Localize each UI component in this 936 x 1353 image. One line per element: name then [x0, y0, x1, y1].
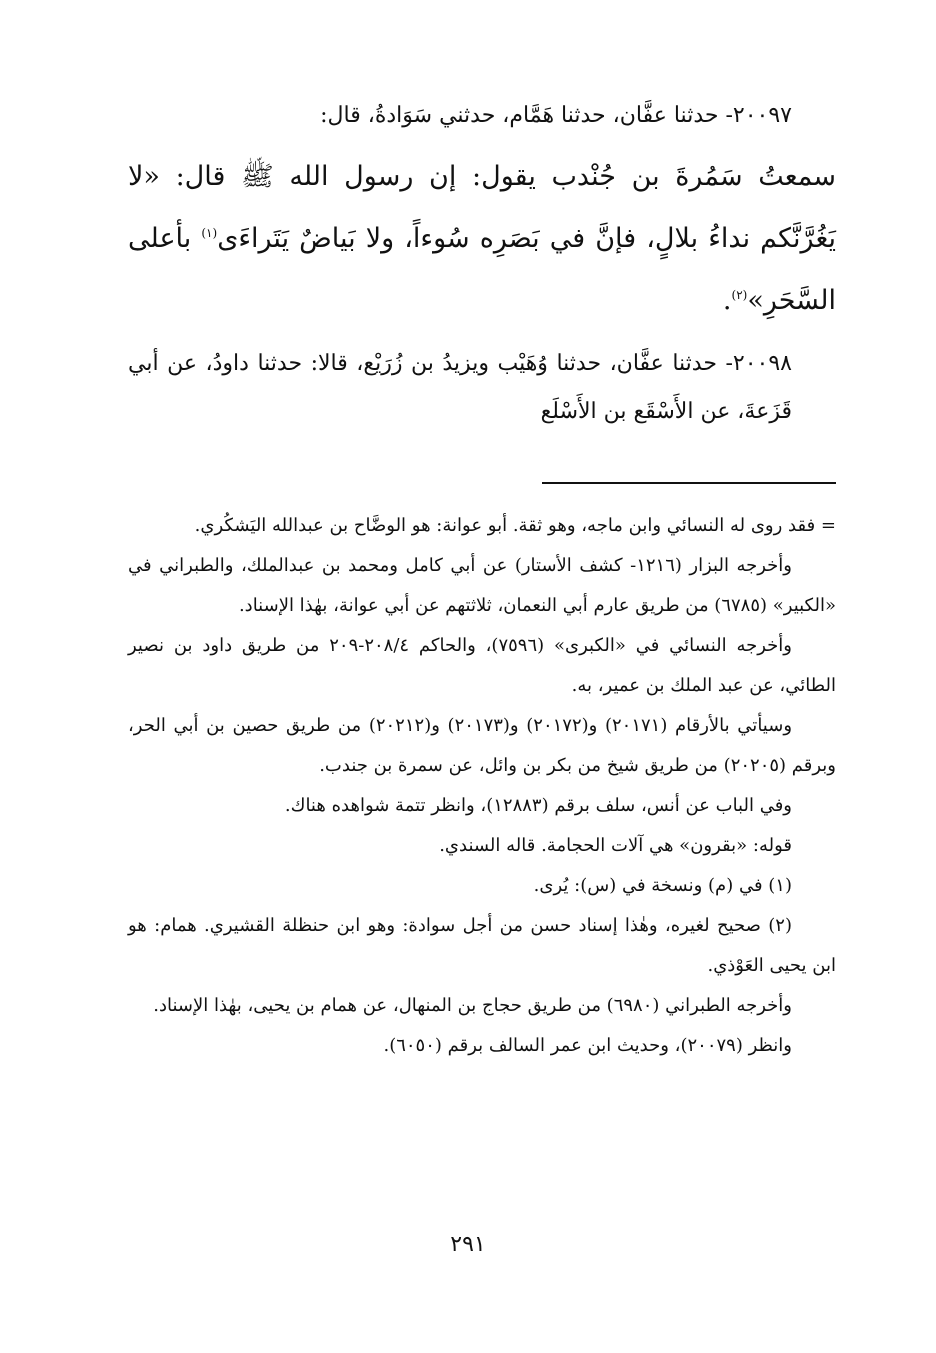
- footnote-paragraph: وأخرجه البزار (١٢١٦- كشف الأستار) عن أبي كامل ومحمد بن عبدالملك، والطبراني في «الكبير» (٦٧٨٥) من طريق عارم أبي النعمان، ثلاثتهم عن أبي عوانة، بهٰذا الإسناد.: [128, 555, 836, 616]
- footnote-1: (١) في (م) ونسخة في (س): يُرى.: [533, 875, 792, 896]
- hadith-20097-text-part1: سمعتُ سَمُرةَ بن جُنْدب يقول: إن رسول الله ﷺ قال: «لا يَغُرَّنَّكم نداءُ بلالٍ، فإنَّ في بَصَرِه سُوءاً، ولا بَياضٌ يَتَراءَى: [128, 161, 836, 254]
- footnote-paragraph: وسيأتي بالأرقام (٢٠١٧١) و(٢٠١٧٢) و(٢٠١٧٣) و(٢٠٢١٢) من طريق حصين بن أبي الحر، وبرقم (٢٠٢٠٥) من طريق شيخ من بكر بن وائل، عن سمرة بن جندب.: [128, 715, 836, 776]
- footnote-paragraph: وانظر (٢٠٠٧٩)، وحديث ابن عمر السالف برقم (٦٠٥٠).: [383, 1035, 792, 1056]
- footnote-paragraph: وأخرجه النسائي في «الكبرى» (٧٥٩٦)، والحاكم ٢٠٨/٤-٢٠٩ من طريق داود بن نصير الطائي، عن عبد الملك بن عمير، به.: [128, 635, 836, 696]
- footnote-ref-1: (١): [201, 226, 218, 240]
- footnote-divider: [542, 482, 836, 484]
- hadith-20097-text-part2: بأعلى السَّحَرِ»: [128, 223, 836, 316]
- hadith-20098-text: ٢٠٠٩٨- حدثنا عفَّان، حدثنا وُهَيْب ويزيدُ بن زُرَيْع، قالا: حدثنا داودُ، عن أبي قَزَعةَ، عن الأَسْقَع بن الأَسْلَع: [128, 351, 792, 424]
- hadith-20097-heading: ٢٠٠٩٧- حدثنا عفَّان، حدثنا هَمَّام، حدثني سَوَادةُ، قال:: [320, 103, 792, 128]
- footnote-paragraph: وفي الباب عن أنس، سلف برقم (١٢٨٨٣)، وانظر تتمة شواهده هناك.: [284, 795, 792, 816]
- footnote-paragraph: وأخرجه الطبراني (٦٩٨٠) من طريق حجاج بن المنهال، عن همام بن يحيى، بهٰذا الإسناد.: [153, 995, 792, 1016]
- footnote-paragraph: قوله: «بقرون» هي آلات الحجامة. قاله السندي.: [439, 835, 792, 856]
- footnote-continuation: = فقد روى له النسائي وابن ماجه، وهو ثقة. أبو عوانة: هو الوضَّاح بن عبدالله اليَشكُري.: [194, 515, 836, 536]
- page-content: [128, 92, 836, 1066]
- page-number: ٢٩١: [450, 1232, 486, 1257]
- footnote-ref-2: (٢): [731, 288, 748, 302]
- hadith-20097-text: [128, 146, 836, 332]
- hadith-20097-text-end: .: [722, 285, 732, 316]
- footnote-2: (٢) صحيح لغيره، وهٰذا إسناد حسن من أجل سوادة: وهو ابن حنظلة القشيري. همام: هو ابن يحيى العَوْذي.: [128, 915, 836, 976]
